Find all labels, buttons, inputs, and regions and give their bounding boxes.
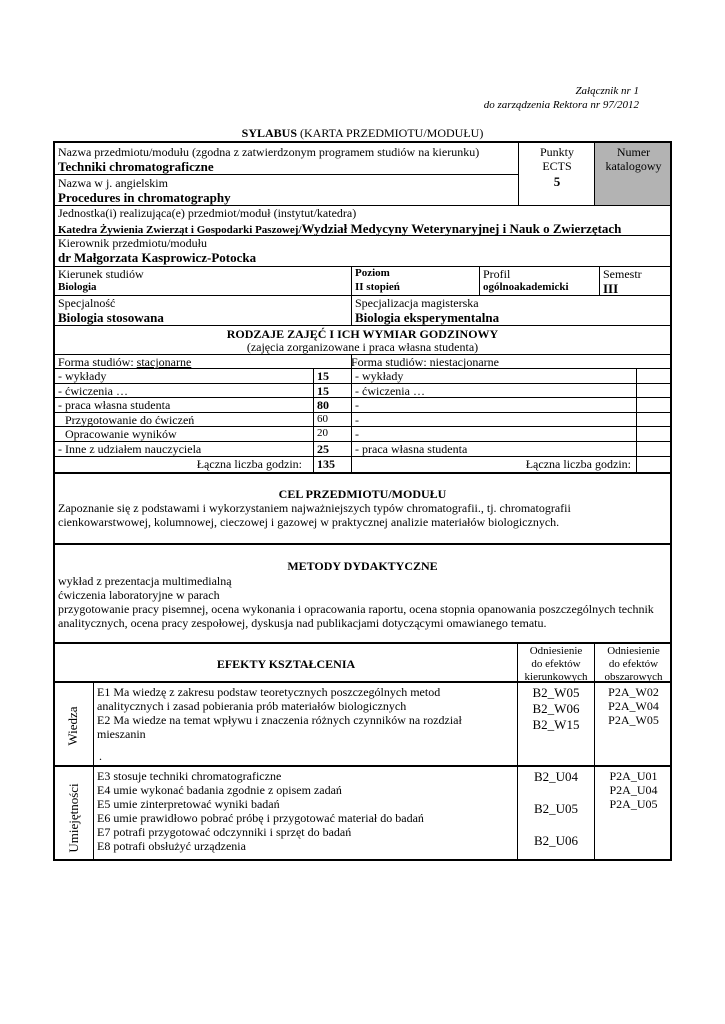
rule (55, 368, 672, 369)
hours-row-parttime-label: - (355, 398, 359, 413)
area-ref-header-1: Odniesienie (607, 645, 660, 657)
hours-row-value: 20 (317, 427, 328, 440)
total-hours-value: 135 (317, 457, 335, 471)
area-ref-header-2: do efektów (608, 658, 659, 670)
dir-ref-header-3: kierunkowych (524, 671, 588, 683)
catalog-label-2: katalogowy (605, 159, 662, 173)
hours-row-parttime-label: - (355, 412, 359, 427)
master-spec-value: Biologia eksperymentalna (355, 310, 500, 325)
skills-line-2: E4 umie wykonać badania zgodnie z opisem zadań (97, 783, 342, 797)
knowledge-line-4: mieszanin (97, 727, 146, 741)
rule (636, 368, 637, 472)
field-value: Biologia (58, 281, 97, 293)
methods-line-2: ćwiczenia laboratoryjne w parach (58, 588, 220, 602)
annex-note (484, 84, 639, 112)
rule (93, 681, 94, 861)
rule (55, 765, 672, 767)
skills-line-5: E7 potrafi przygotować odczynniki i sprzęt do badań (97, 825, 352, 839)
knowledge-dir-2: B2_W06 (532, 701, 580, 716)
area-ref-header (595, 645, 672, 684)
hours-row-parttime-label: - wykłady (355, 369, 404, 383)
rule (55, 325, 672, 326)
hours-row-parttime-label: - praca własna studenta (355, 442, 468, 456)
field-label: Kierunek studiów (58, 267, 144, 281)
knowledge-dot: . (99, 749, 102, 763)
hours-subheading: (zajęcia zorganizowane i praca własna studenta) (246, 340, 479, 354)
rule (55, 235, 672, 236)
rule (55, 472, 672, 474)
knowledge-line-3: E2 Ma wiedze na temat wpływu i znaczenia różnych czynników na rozdział (97, 713, 462, 727)
specialty-value: Biologia stosowana (58, 310, 164, 325)
rule (55, 456, 672, 457)
ects-value: 5 (553, 174, 561, 189)
goal-line-1: Zapoznanie się z podstawami i wykorzystaniem najważniejszych typów chromatografii., tj. chromatografii (58, 501, 571, 515)
hours-heading: RODZAJE ZAJĘĆ I ICH WYMIAR GODZINOWY (226, 327, 499, 341)
unit-value-a: Katedra Żywienia Zwierząt i Gospodarki Paszowej/ (58, 224, 302, 236)
title-rest: (KARTA PRZEDMIOTU/MODUŁU) (297, 126, 484, 140)
skills-dir-3: B2_U06 (533, 833, 579, 848)
hours-row-label: Opracowanie wyników (65, 427, 177, 442)
rule (55, 441, 672, 442)
skills-line-3: E5 umie zinterpretować wyniki badań (97, 797, 280, 811)
semester-label: Semestr (603, 267, 642, 281)
rule (594, 642, 595, 861)
course-head-value: dr Małgorzata Kasprowicz-Potocka (58, 250, 257, 265)
title-bold: SYLABUS (241, 126, 298, 140)
rule (518, 143, 519, 205)
hours-row-value: 15 (317, 369, 329, 383)
rule (55, 543, 672, 545)
rule (55, 397, 672, 398)
hours-row-parttime-label: - ćwiczenia … (355, 383, 425, 398)
rule (313, 368, 314, 472)
methods-line-1: wykład z prezentacja multimedialną (58, 574, 232, 588)
rule (55, 681, 672, 683)
dir-ref-header (518, 645, 594, 684)
skills-line-4: E6 umie prawidłowo pobrać próbę i przygotować materiał do badań (97, 811, 424, 825)
hours-row-parttime-label: - (355, 427, 359, 442)
annex-line-2: do zarządzenia Rektora nr 97/2012 (483, 99, 639, 111)
hours-row-value: 15 (317, 383, 329, 398)
total-hours-label: Łączna liczba godzin: (196, 457, 302, 471)
hours-row-label: - ćwiczenia … (58, 383, 128, 398)
hours-row-label: - wykłady (58, 369, 107, 383)
goal-heading: CEL PRZEDMIOTU/MODUŁU (278, 487, 447, 501)
skills-dir-2: B2_U05 (533, 801, 579, 816)
rule (517, 642, 518, 861)
methods-heading: METODY DYDAKTYCZNE (287, 559, 438, 573)
skills-dir-1: B2_U04 (533, 769, 579, 784)
semester-value: III (603, 281, 619, 296)
rule (351, 354, 352, 472)
knowledge-outcomes (97, 685, 515, 741)
rule (351, 266, 352, 325)
rule (55, 426, 672, 427)
skills-label: Umiejętności (66, 783, 81, 853)
fulltime-mode: stacjonarne (136, 355, 192, 369)
course-name-value: Techniki chromatograficzne (58, 159, 214, 174)
catalog-label-1: Numer (616, 145, 651, 159)
hours-row-label: Przygotowanie do ćwiczeń (65, 412, 195, 427)
hours-row-label: - praca własna studenta (58, 398, 171, 413)
syllabus-table (53, 141, 672, 861)
skills-area-1: P2A_U01 (609, 769, 658, 783)
knowledge-area-3: P2A_W05 (608, 713, 659, 727)
document-title (0, 126, 725, 141)
knowledge-dir-3: B2_W15 (532, 717, 580, 732)
rule (594, 143, 595, 205)
knowledge-area-1: P2A_W02 (608, 685, 659, 699)
skills-area-2: P2A_U04 (609, 783, 658, 797)
parttime-header: Forma studiów: niestacjonarne (351, 355, 499, 369)
rule (479, 266, 480, 295)
course-name-label: Nazwa przedmiotu/modułu (zgodna z zatwierdzonym programem studiów na kierunku) (58, 145, 480, 159)
skills-outcomes (97, 769, 515, 853)
annex-line-1: Załącznik nr 1 (575, 85, 639, 97)
area-ref-header-3: obszarowych (604, 671, 663, 683)
rule (55, 205, 672, 206)
hours-row-value: 25 (317, 442, 329, 456)
level-label: Poziom (355, 267, 390, 279)
knowledge-dir-1: B2_W05 (532, 685, 580, 700)
ects-label-2: ECTS (542, 159, 572, 173)
methods-line-3: przygotowanie pracy pisemnej, ocena wykonania i opracowania raportu, ocena stopnia opanowania poszczególnych technik (58, 602, 654, 616)
rule (55, 174, 518, 175)
profile-value: ogólnoakademicki (483, 281, 569, 293)
dir-ref-header-1: Odniesienie (529, 645, 583, 657)
fulltime-label: Forma studiów: (58, 355, 137, 369)
rule (599, 266, 600, 295)
course-head-label: Kierownik przedmiotu/modułu (58, 236, 207, 250)
skills-line-1: E3 stosuje techniki chromatograficzne (97, 769, 282, 783)
skills-line-6: E8 potrafi obsłużyć urządzenia (97, 839, 246, 853)
knowledge-label: Wiedza (65, 706, 80, 746)
hours-row-value: 60 (317, 412, 328, 425)
rule (55, 295, 672, 296)
knowledge-line-2: analitycznych i zasad pobierania prób materiałów biologicznych (97, 699, 407, 713)
goal-line-2: cienkowarstwowej, kolumnowej, cieczowej i gazowej w praktycznej analizie materiałów biologicznych. (58, 515, 560, 529)
english-name-value: Procedures in chromatography (58, 190, 231, 205)
rule (55, 412, 672, 413)
skills-area-3: P2A_U05 (609, 797, 658, 811)
outcomes-heading: EFEKTY KSZTAŁCENIA (216, 657, 356, 671)
rule (55, 354, 672, 355)
skills-area-refs (595, 769, 672, 811)
hours-row-value: 80 (317, 398, 329, 413)
hours-row-label: - Inne z udziałem nauczyciela (58, 442, 202, 456)
rule (55, 266, 672, 267)
unit-label: Jednostka(i) realizująca(e) przedmiot/moduł (instytut/katedra) (58, 206, 357, 220)
knowledge-dir-refs (518, 685, 594, 733)
level-value: II stopień (355, 281, 400, 293)
dir-ref-header-2: do efektów (531, 658, 581, 670)
knowledge-area-2: P2A_W04 (608, 699, 659, 713)
specialty-label: Specjalność (58, 296, 116, 310)
fulltime-header (58, 355, 348, 369)
master-spec-label: Specjalizacja magisterska (355, 296, 479, 310)
ects-label-1: Punkty (539, 145, 574, 159)
rule (55, 383, 672, 384)
english-name-label: Nazwa w j. angielskim (58, 176, 168, 190)
rule (55, 642, 672, 644)
profile-label: Profil (483, 267, 511, 281)
knowledge-line-1: E1 Ma wiedzę z zakresu podstaw teoretycznych poszczególnych metod (97, 685, 441, 699)
unit-value-b: Wydział Medycyny Weterynaryjnej i Nauk o Zwierzętach (301, 221, 622, 236)
total-hours-label-parttime: Łączna liczba godzin: (525, 457, 631, 471)
knowledge-area-refs (595, 685, 672, 727)
methods-line-4: analitycznych, ocena pracy zespołowej, dyskusja nad publikacjami dotyczącymi omawianego tematu. (58, 616, 547, 630)
